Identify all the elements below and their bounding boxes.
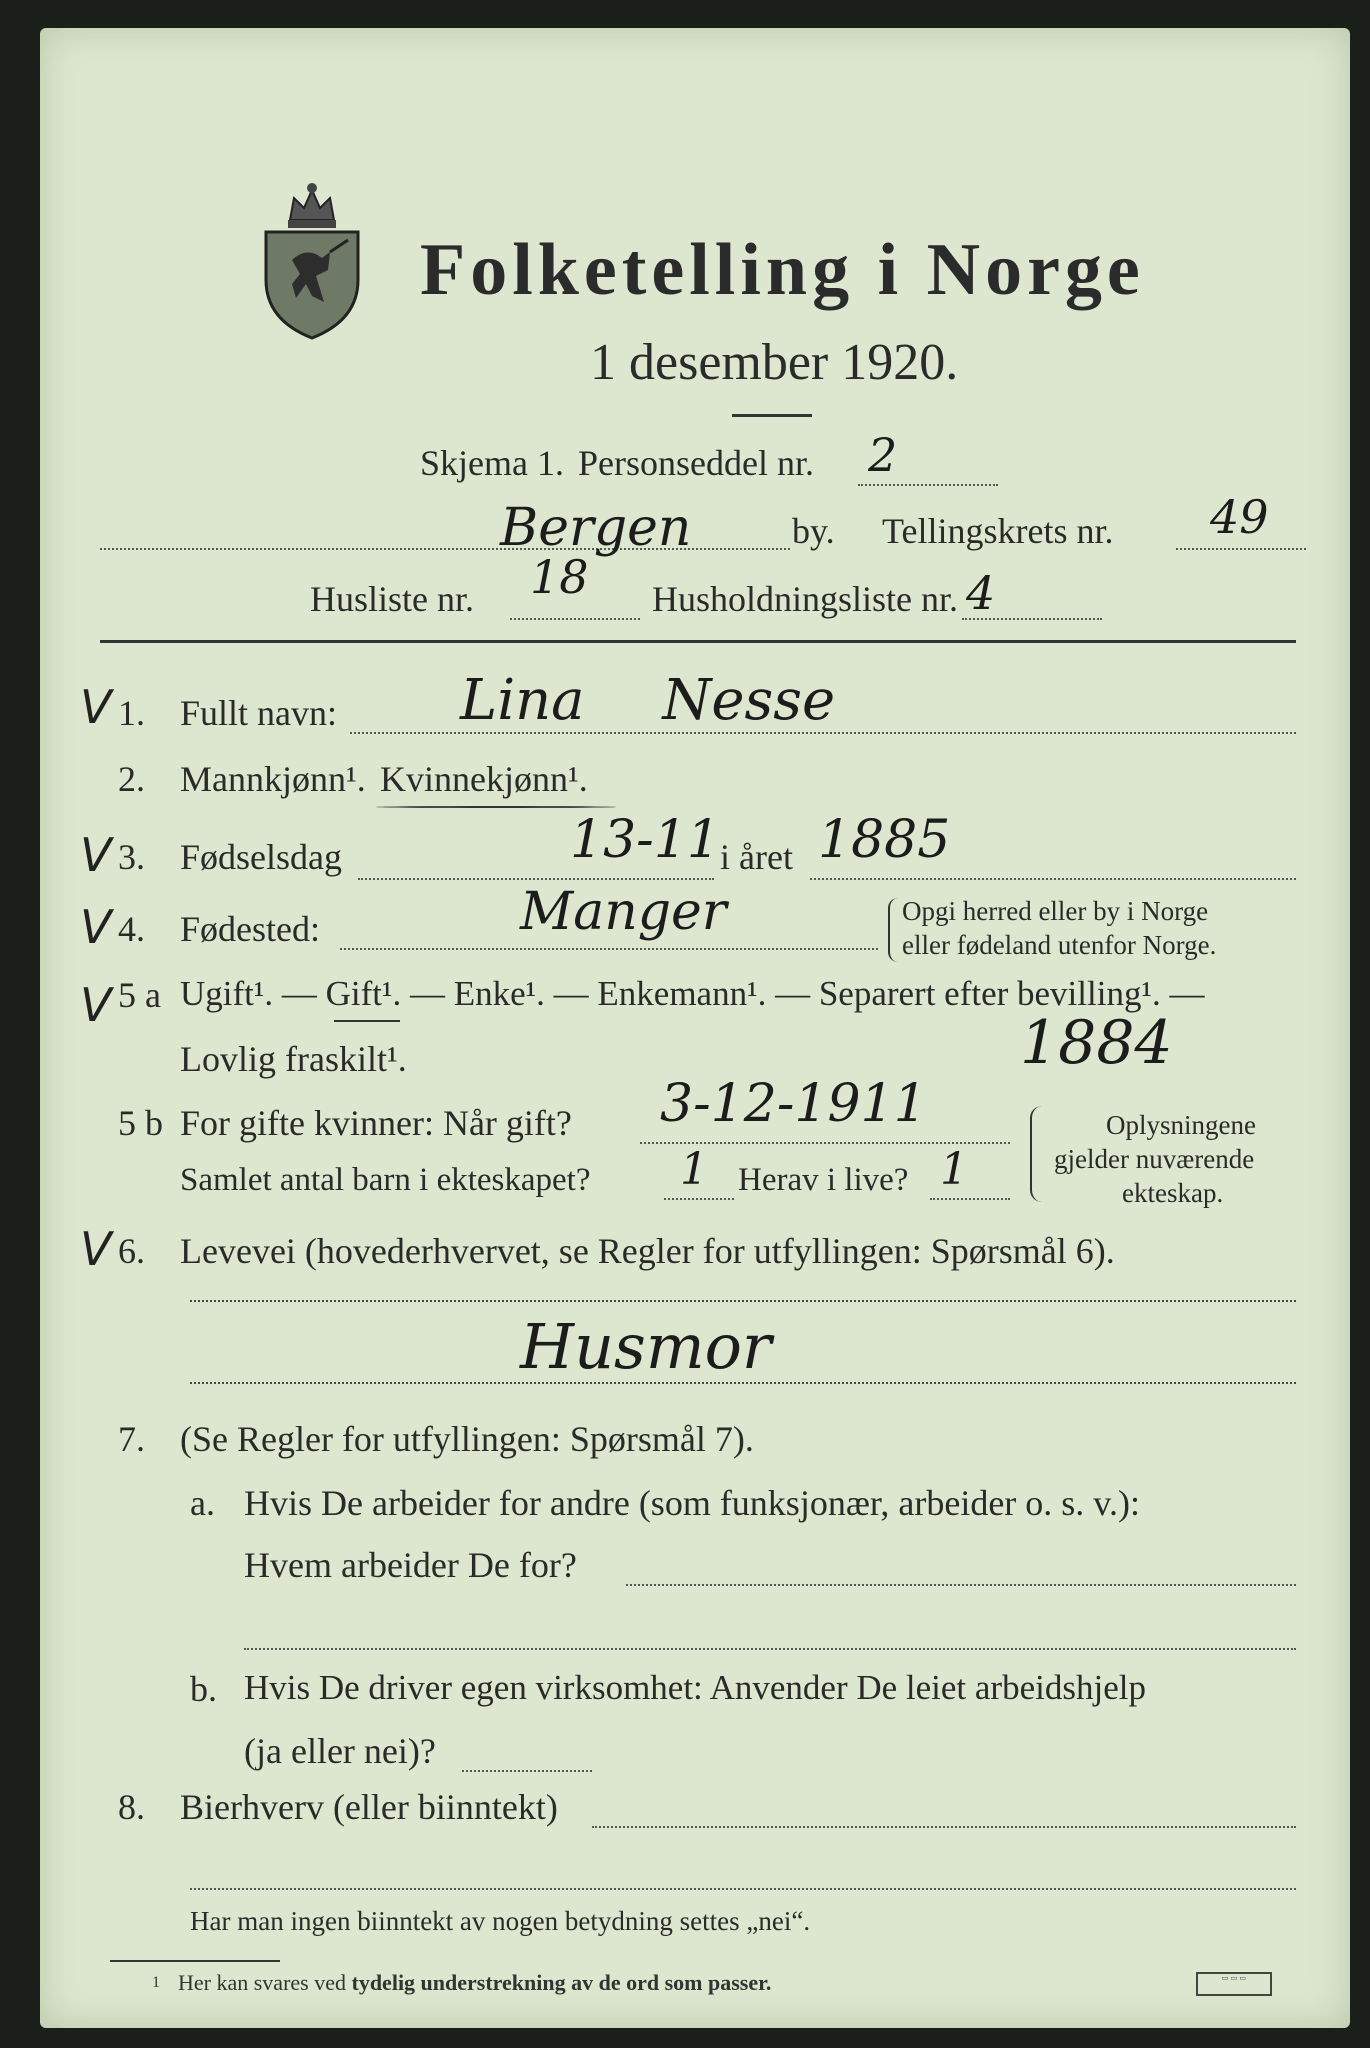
q2-label-male: Mannkjønn¹.	[180, 759, 366, 799]
q5b-alive-label: Herav i live?	[738, 1162, 909, 1198]
q7a-field-line[interactable]	[626, 1584, 1296, 1586]
q1-number: 1.	[118, 693, 145, 733]
q5b-alive-count[interactable]: 1	[940, 1144, 968, 1195]
norwegian-lion-crest-icon	[252, 180, 372, 340]
q5b-children-count[interactable]: 1	[680, 1144, 708, 1195]
q5b-children-label: Samlet antal barn i ekteskapet?	[180, 1162, 591, 1198]
q4-note-brace	[888, 898, 898, 962]
personseddel-value[interactable]: 2	[868, 428, 898, 482]
q3-year-label: i året	[720, 837, 793, 877]
q1-label: Fullt navn:	[180, 693, 338, 733]
q5a-number: 5 a	[118, 975, 161, 1015]
q4-label: Fødested:	[180, 909, 320, 949]
margin-check-5a: V	[80, 978, 112, 1032]
personseddel-field-line	[858, 484, 998, 486]
by-label: by.	[792, 511, 835, 551]
skjema-label: Skjema 1.	[420, 443, 564, 483]
q6-occupation[interactable]: Husmor	[520, 1310, 772, 1383]
margin-check-3: V	[80, 828, 112, 882]
q2-number: 2.	[118, 759, 145, 799]
q7-label: (Se Regler for utfyllingen: Spørsmål 7).	[180, 1419, 754, 1459]
q7b-label-2: (ja eller nei)?	[244, 1731, 436, 1771]
tellingskrets-field-line	[1176, 548, 1306, 550]
q5b-alive-field-line	[930, 1198, 1010, 1200]
q4-number: 4.	[118, 909, 145, 949]
q8-number: 8.	[118, 1787, 145, 1827]
q5b-children-field-line	[664, 1198, 734, 1200]
q7b-label: Hvis De driver egen virksomhet: Anvender De leiet arbeidshjelp	[244, 1668, 1146, 1707]
footnote-text-a: Her kan svares ved	[178, 1970, 352, 1995]
q5b-number: 5 b	[118, 1103, 163, 1143]
margin-check-6: V	[80, 1222, 112, 1276]
form-title: Folketelling i Norge	[420, 229, 1145, 311]
printer-stamp: ▭ ▭ ▭	[1196, 1972, 1272, 1996]
husliste-field-line	[510, 618, 640, 620]
q5a-gift-underline	[334, 1020, 400, 1022]
census-form-page	[40, 28, 1350, 2028]
title-divider	[732, 414, 812, 417]
q6-number: 6.	[118, 1231, 145, 1271]
q2-female-underline	[376, 806, 616, 808]
tellingskrets-label: Tellingskrets nr.	[882, 511, 1114, 551]
q8-label: Bierhverv (eller biinntekt)	[180, 1787, 558, 1827]
q5b-note-line3: ekteskap.	[1122, 1178, 1224, 1208]
husholdning-value[interactable]: 4	[966, 566, 996, 620]
q3-day-field-line	[358, 878, 714, 880]
q5b-note-line2: gjelder nuværende	[1054, 1144, 1255, 1174]
by-value[interactable]: Bergen	[500, 498, 692, 558]
q5b-note-brace	[1030, 1106, 1042, 1202]
q8-field-line[interactable]	[592, 1826, 1296, 1828]
note-nei: Har man ingen biinntekt av nogen betydning settes „nei“.	[190, 1906, 811, 1936]
q7-number: 7.	[118, 1419, 145, 1459]
q3-year-field-line	[810, 878, 1296, 880]
husholdning-label: Husholdningsliste nr.	[652, 579, 959, 619]
footnote-text-b: tydelig understrekning av de ord som passer.	[351, 1970, 772, 1995]
personseddel-label: Personseddel nr.	[578, 443, 814, 483]
form-date: 1 desember 1920.	[590, 334, 959, 391]
q5b-marriage-date[interactable]: 3-12-1911	[660, 1074, 927, 1134]
q2-label-female: Kvinnekjønn¹.	[380, 759, 588, 799]
q7a-letter: a.	[190, 1483, 215, 1523]
q3-birth-year[interactable]: 1885	[818, 810, 951, 870]
q7a-label: Hvis De arbeider for andre (som funksjonær, arbeider o. s. v.):	[244, 1483, 1140, 1523]
tellingskrets-value[interactable]: 49	[1210, 490, 1269, 544]
q5b-note-line1: Oplysningene	[1106, 1110, 1256, 1140]
q7b-field-line[interactable]	[462, 1770, 592, 1772]
q3-birth-day[interactable]: 13-11	[570, 810, 720, 870]
q5a-options: Ugift¹. — Gift¹. — Enke¹. — Enkemann¹. — Separert efter bevilling¹. —	[180, 974, 1205, 1013]
q8-field-line-2[interactable]	[190, 1888, 1296, 1890]
q4-note-line1: Opgi herred eller by i Norge	[902, 896, 1209, 926]
footnote-marker: 1	[152, 1974, 160, 1991]
q6-line-1	[190, 1300, 1296, 1302]
q6-line-2	[190, 1382, 1296, 1384]
footnote-divider	[110, 1960, 280, 1962]
q7b-letter: b.	[190, 1669, 217, 1709]
q5a-annotation: 1884	[1020, 1008, 1173, 1078]
q5a-options-line2: Lovlig fraskilt¹.	[180, 1039, 407, 1079]
q6-label: Levevei (hovederhvervet, se Regler for utfyllingen: Spørsmål 6).	[180, 1231, 1115, 1271]
footnote-text	[178, 1970, 771, 1996]
husliste-value[interactable]: 18	[530, 550, 589, 604]
q4-note-line2: eller fødeland utenfor Norge.	[902, 930, 1217, 960]
q1-full-name[interactable]: Lina Nesse	[460, 668, 836, 733]
margin-check-4: V	[80, 900, 112, 954]
q3-number: 3.	[118, 837, 145, 877]
q4-birthplace[interactable]: Manger	[520, 882, 727, 942]
q3-label: Fødselsdag	[180, 837, 342, 877]
header-divider	[100, 640, 1296, 643]
q7a-field-line-2[interactable]	[244, 1648, 1296, 1650]
q5b-label: For gifte kvinner: Når gift?	[180, 1103, 572, 1143]
husliste-label: Husliste nr.	[310, 579, 475, 619]
margin-check-1: V	[80, 680, 112, 734]
q4-field-line	[340, 948, 878, 950]
q7a-label-2: Hvem arbeider De for?	[244, 1545, 577, 1585]
